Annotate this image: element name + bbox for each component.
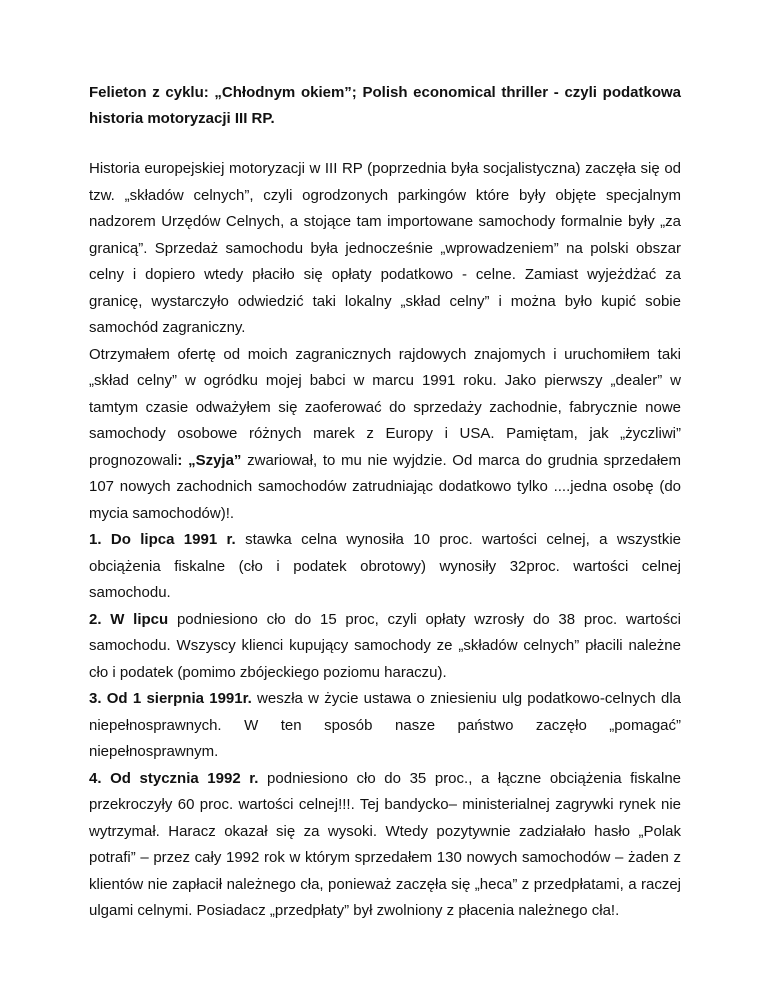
list-item-4-heading: 4. Od stycznia 1992 r. <box>89 769 259 787</box>
document-page <box>89 80 681 925</box>
paragraph-offer-rest: zwariował, to mu nie wyjdzie. Od marca do grudnia sprzedałem 107 nowych zachodnich samochodów zatrudniając dodatkowo tylko ....jedna osobę (do mycia samochodów)!. <box>89 451 681 522</box>
list-item-1-heading: 1. Do lipca 1991 r. <box>89 531 236 548</box>
list-item-1-text: stawka celna wynosiła 10 proc. wartości celnej, a wszystkie obciążenia fiskalne (cło i podatek obrotowy) wynosiły 32proc. wartości celnej samochodu. <box>89 531 681 601</box>
list-item-2 <box>89 607 681 687</box>
list-item-2-heading: 2. W lipcu <box>89 610 169 628</box>
paragraph-intro: Historia europejskiej motoryzacji w III RP (poprzednia była socjalistyczna) zaczęła się od tzw. „składów celnych”, czyli ogrodzonych parkingów które były objęte specjalnym nadzorem Urzędów Celnych, a stojące tam importowane samochody formalnie były „za granicą”. Sprzedaż samochodu była jednocześnie „wprowadzeniem” na polski obszar celny i dopiero wtedy płaciło się opłaty podatkowo - celne. Zamiast wyjeżdżać za granicę, wystarczyło odwiedzić taki lokalny „skład celny” i można było kupić sobie samochód zagraniczny. <box>89 160 681 336</box>
paragraph-offer <box>89 342 681 528</box>
list-item-3 <box>89 686 681 766</box>
list-item-1 <box>89 527 681 607</box>
paragraph-offer-text: Otrzymałem ofertę od moich zagranicznych rajdowych znajomych i uruchomiłem taki „skład celny” w ogródku mojej babci w marcu 1991 roku. Jako pierwszy „dealer” w tamtym czasie odważyłem się zaoferować do sprzedaży zachodnie, fabrycznie nowe samochody osobowe różnych marek z Europy i USA. Pamiętam, jak „życzliwi” prognozowali <box>89 345 681 469</box>
paragraph-offer-bold: : „Szyja” <box>177 451 242 469</box>
list-item-3-text: weszła w życie ustawa o zniesieniu ulg podatkowo-celnych dla niepełnosprawnych. W ten sposób nasze państwo zaczęło „pomagać” niepełnosprawnym. <box>89 690 681 760</box>
list-item-4-text: podniesiono cło do 35 proc., a łączne obciążenia fiskalne przekroczyły 60 proc. wartości celnej!!!. Tej bandycko– ministerialnej zagrywki rynek nie wytrzymał. Haracz okazał się za wysoki. Wtedy pozytywnie zadziałało hasło „Polak potrafi” – przez cały 1992 rok w którym sprzedałem 130 nowych samochodów – żaden z klientów nie zapłacił należnego cła, ponieważ zaczęła się „heca” z przedpłatami, a raczej ulgami celnymi. Posiadacz „przedpłaty” był zwolniony z płacenia należnego cła!. <box>89 769 681 919</box>
document-title: Felieton z cyklu: „Chłodnym okiem”; Polish economical thriller - czyli podatkowa historia motoryzacji III RP. <box>89 84 681 127</box>
list-item-4 <box>89 766 681 925</box>
list-item-2-text: podniesiono cło do 15 proc, czyli opłaty wzrosły do 38 proc. wartości samochodu. Wszyscy klienci kupujący samochody ze „składów celnych” płacili należne cło i podatek (pomimo zbójeckiego poziomu haraczu). <box>89 610 681 681</box>
list-item-3-heading: 3. Od 1 sierpnia 1991r. <box>89 690 252 707</box>
